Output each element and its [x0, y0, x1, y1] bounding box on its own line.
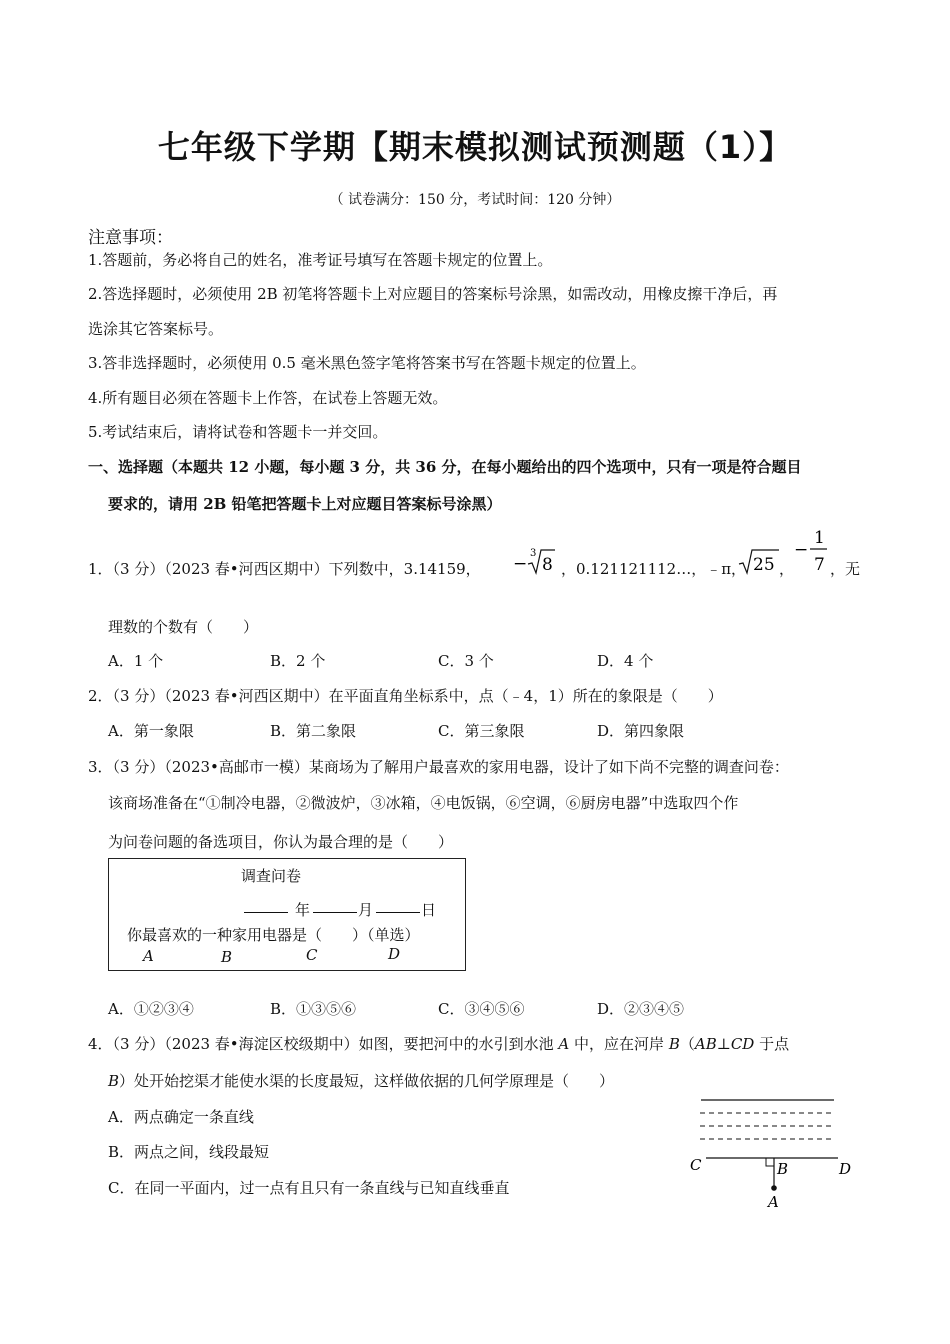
survey-month-label: 月: [358, 901, 374, 919]
q3-option-a: A．①②③④: [108, 1000, 194, 1018]
section-heading: 一、选择题（本题共 12 小题，每小题 3 分，共 36 分，在每小题给出的四个选项中，只有一项是符合题目: [88, 458, 802, 476]
label-a: A: [768, 1193, 779, 1211]
cube-root-index: 3: [530, 548, 537, 559]
label-c: C: [690, 1156, 702, 1174]
sqrt-radicand: 25: [753, 555, 775, 575]
q1-option-b: B．2 个: [270, 652, 326, 670]
right-angle-mark: [766, 1158, 774, 1166]
q1-option-a: A．1 个: [108, 652, 164, 670]
month-blank: [313, 900, 357, 913]
fraction-expression: [794, 524, 828, 576]
survey-day-label: 日: [421, 901, 437, 919]
q1-suffix: ，无: [830, 560, 861, 578]
q3-option-b: B．①③⑤⑥: [270, 1000, 357, 1018]
q1-option-d: D．4 个: [597, 652, 654, 670]
notice-heading: 注意事项：: [88, 228, 173, 248]
survey-choice: B: [221, 948, 233, 966]
survey-year-label: 年: [295, 901, 311, 919]
survey-choice: D: [388, 945, 401, 963]
survey-box: [108, 858, 466, 971]
fraction-denominator: 7: [814, 555, 825, 575]
q3-option-d: D．②③④⑤: [597, 1000, 685, 1018]
q1-mid: ，0.121121112…，﹣π，: [561, 560, 747, 578]
notice-item: 5.考试结束后，请将试卷和答题卡一并交回。: [88, 423, 388, 441]
q4-option-c: C．在同一平面内，过一点有且只有一条直线与已知直线垂直: [108, 1179, 510, 1197]
q3-stem-line2: 该商场准备在“①制冷电器，②微波炉，③冰箱，④电饭锅，⑥空调，⑥厨房电器”中选取四个作: [108, 794, 739, 812]
cube-root-expression: [512, 544, 556, 578]
notice-item: 3.答非选择题时，必须使用 0.5 毫米黑色签字笔将答案书写在答题卡规定的位置上。: [88, 354, 646, 372]
q2-option-d: D．第四象限: [597, 722, 685, 740]
survey-heading: 调查问卷: [241, 867, 302, 885]
q4-stem-line1: 4．（3 分）（2023 春•海淀区校级期中）如图，要把河中的水引到水池 A 中，应在河岸 B（AB⊥CD 于点: [88, 1035, 790, 1053]
notice-item: 4.所有题目必须在答题卡上作答，在试卷上答题无效。: [88, 389, 448, 407]
point-a: [771, 1185, 777, 1191]
q3-stem-line1: 3．（3 分）（2023•高邮市一模）某商场为了解用户最喜欢的家用电器，设计了如下尚不完整的调查问卷：: [88, 758, 789, 776]
q1-prefix: 1．（3 分）（2023 春•河西区期中）下列数中，3.14159，: [88, 560, 481, 578]
q2-stem: 2．（3 分）（2023 春•河西区期中）在平面直角坐标系中，点（﹣4，1）所在的象限是（ ）: [88, 687, 723, 705]
day-blank: [376, 900, 420, 913]
notice-item: 选涂其它答案标号。: [88, 320, 224, 338]
q2-option-b: B．第二象限: [270, 722, 357, 740]
exam-info: （ 试卷满分：150 分，考试时间：120 分钟）: [329, 192, 621, 208]
q4-stem-line2: B）处开始挖渠才能使水渠的长度最短，这样做依据的几何学原理是（ ）: [108, 1072, 615, 1090]
q1-option-c: C．3 个: [438, 652, 494, 670]
survey-choice: A: [143, 947, 154, 965]
fraction-numerator: 1: [814, 528, 825, 548]
survey-choice: C: [306, 946, 318, 964]
page-title: 七年级下学期【期末模拟测试预测题（1）】: [157, 128, 793, 166]
q1-stem-cont: 理数的个数有（ ）: [108, 618, 259, 636]
notice-item: 2.答选择题时，必须使用 2B 初笔将答题卡上对应题目的答案标号涂黑，如需改动，用橡皮擦干净后，再: [88, 285, 778, 303]
label-d: D: [839, 1160, 852, 1178]
cube-root-sign: −: [513, 554, 528, 574]
fraction-sign: −: [794, 540, 809, 560]
notice-item: 1.答题前，务必将自己的姓名，准考证号填写在答题卡规定的位置上。: [88, 251, 553, 269]
square-root-expression: [737, 544, 781, 578]
river-figure: [686, 1090, 858, 1214]
q3-stem-line3: 为问卷问题的备选项目，你认为最合理的是（ ）: [108, 833, 454, 851]
survey-question: 你最喜欢的一种家用电器是（ ）（单选）: [127, 926, 420, 944]
q3-option-c: C．③④⑤⑥: [438, 1000, 525, 1018]
q4-option-b: B．两点之间，线段最短: [108, 1143, 270, 1161]
label-b: B: [777, 1160, 789, 1178]
q4-option-a: A．两点确定一条直线: [108, 1108, 254, 1126]
q2-option-c: C．第三象限: [438, 722, 525, 740]
section-heading-cont: 要求的，请用 2B 铅笔把答题卡上对应题目答案标号涂黑）: [108, 495, 502, 513]
cube-root-radicand: 8: [542, 555, 553, 575]
year-blank: [244, 900, 288, 913]
q2-option-a: A．第一象限: [108, 722, 194, 740]
